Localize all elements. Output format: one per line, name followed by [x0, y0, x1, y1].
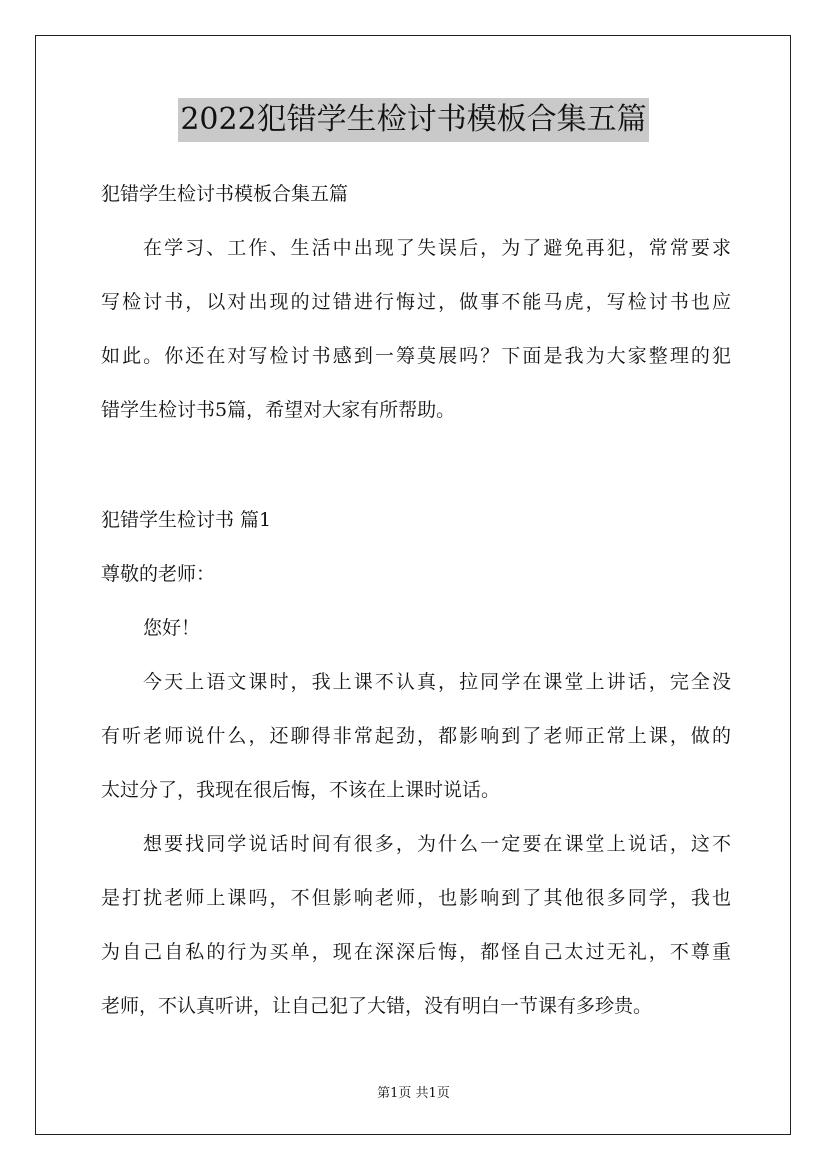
salutation: 尊敬的老师：: [101, 563, 216, 585]
para1-line-2: 有听老师说什么，还聊得非常起劲，都影响到了老师正常上课，做的: [101, 725, 731, 747]
para2-line-1: 想要找同学说话时间有很多，为什么一定要在课堂上说话，这不: [143, 833, 731, 855]
document-subtitle: 犯错学生检讨书模板合集五篇: [101, 183, 349, 205]
para1-line-1: 今天上语文课时，我上课不认真，拉同学在课堂上讲话，完全没: [143, 671, 731, 693]
intro-line-1: 在学习、工作、生活中出现了失误后，为了避免再犯，常常要求: [143, 237, 731, 259]
greeting: 您好！: [143, 617, 201, 639]
intro-line-3: 如此。你还在对写检讨书感到一筹莫展吗？下面是我为大家整理的犯: [101, 345, 731, 367]
intro-line-2: 写检讨书，以对出现的过错进行悔过，做事不能马虎，写检讨书也应: [101, 291, 731, 313]
para2-line-2: 是打扰老师上课吗，不但影响老师，也影响到了其他很多同学，我也: [101, 887, 731, 909]
para2-line-3: 为自己自私的行为买单，现在深深后悔，都怪自己太过无礼，不尊重: [101, 941, 731, 963]
page-footer: 第1页 共1页: [377, 1086, 450, 1101]
document-title: 2022犯错学生检讨书模板合集五篇: [178, 98, 648, 142]
para1-line-3: 太过分了，我现在很后悔，不该在上课时说话。: [101, 779, 501, 801]
title-container: [0, 98, 827, 142]
section-heading: 犯错学生检讨书 篇1: [101, 509, 272, 531]
intro-line-4: 错学生检讨书5篇，希望对大家有所帮助。: [101, 399, 456, 421]
para2-line-4: 老师，不认真听讲，让自己犯了大错，没有明白一节课有多珍贵。: [101, 995, 653, 1017]
